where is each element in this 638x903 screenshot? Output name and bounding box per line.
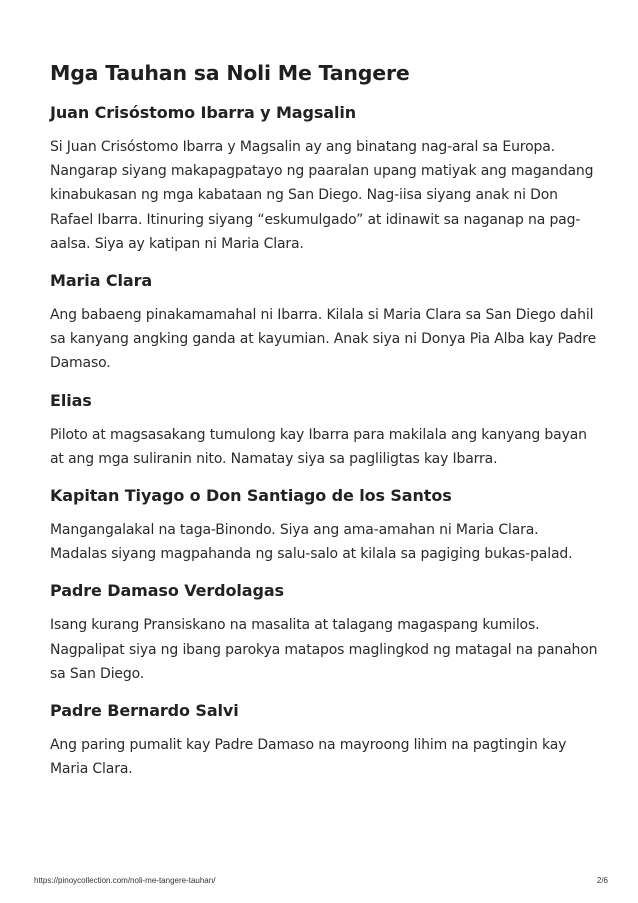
page-footer — [34, 876, 608, 885]
section-heading: Juan Crisóstomo Ibarra y Magsalin — [50, 103, 357, 122]
section-heading: Maria Clara — [50, 271, 153, 291]
section-heading: Kapitan Tiyago o Don Santiago de los Santos — [50, 486, 452, 506]
article-content — [50, 58, 598, 793]
section-heading: Padre Bernardo Salvi — [50, 701, 239, 721]
page-number: 2/6 — [596, 876, 608, 885]
section-body: Isang kurang Pransiskano na masalita at talagang magaspang kumilos. Nagpalipat siya ng ibang parokya matapos maglingkod ng matagal na panahon sa San Diego. — [50, 617, 598, 682]
section-padre-damaso — [50, 578, 598, 686]
section-body: Si Juan Crisóstomo Ibarra y Magsalin ay ang binatang nag-aral sa Europa. Nangarap siyang makapagpatayo ng paaralan upang matiyak ang magandang kinabukasan ng mga kabataan ng San Diego. Nag-iisa siyang anak ni Don Rafael Ibarra. Itinuring siyang “eskumulgado” at idinawit sa naganap na pag-aalsa. Siya ay katipan ni Maria Clara. — [50, 139, 594, 252]
section-body: Mangangalakal na taga-Binondo. Siya ang ama-amahan ni Maria Clara. Madalas siyang magpahanda ng salu-salo at kilala sa pagiging bukas-palad. — [50, 522, 573, 563]
section-body: Piloto at magsasakang tumulong kay Ibarra para makilala ang kanyang bayan at ang mga suliranin nito. Namatay siya sa pagliligtas kay Ibarra. — [50, 426, 587, 467]
section-heading: Padre Damaso Verdolagas — [50, 581, 284, 601]
page-title: Mga Tauhan sa Noli Me Tangere — [50, 61, 410, 85]
section-elias — [50, 388, 598, 471]
section-maria-clara — [50, 268, 598, 376]
section-ibarra — [50, 100, 598, 256]
section-heading: Elias — [50, 390, 92, 410]
section-body: Ang paring pumalit kay Padre Damaso na mayroong lihim na pagtingin kay Maria Clara. — [50, 737, 567, 778]
section-padre-salvi — [50, 698, 598, 781]
section-body: Ang babaeng pinakamamahal ni Ibarra. Kilala si Maria Clara sa San Diego dahil sa kanyang angking ganda at kayumian. Anak siya ni Donya Pia Alba kay Padre Damaso. — [50, 307, 597, 372]
section-kapitan-tiyago — [50, 483, 598, 566]
footer-url: https://pinoycollection.com/noli-me-tangere-tauhan/ — [34, 876, 216, 885]
